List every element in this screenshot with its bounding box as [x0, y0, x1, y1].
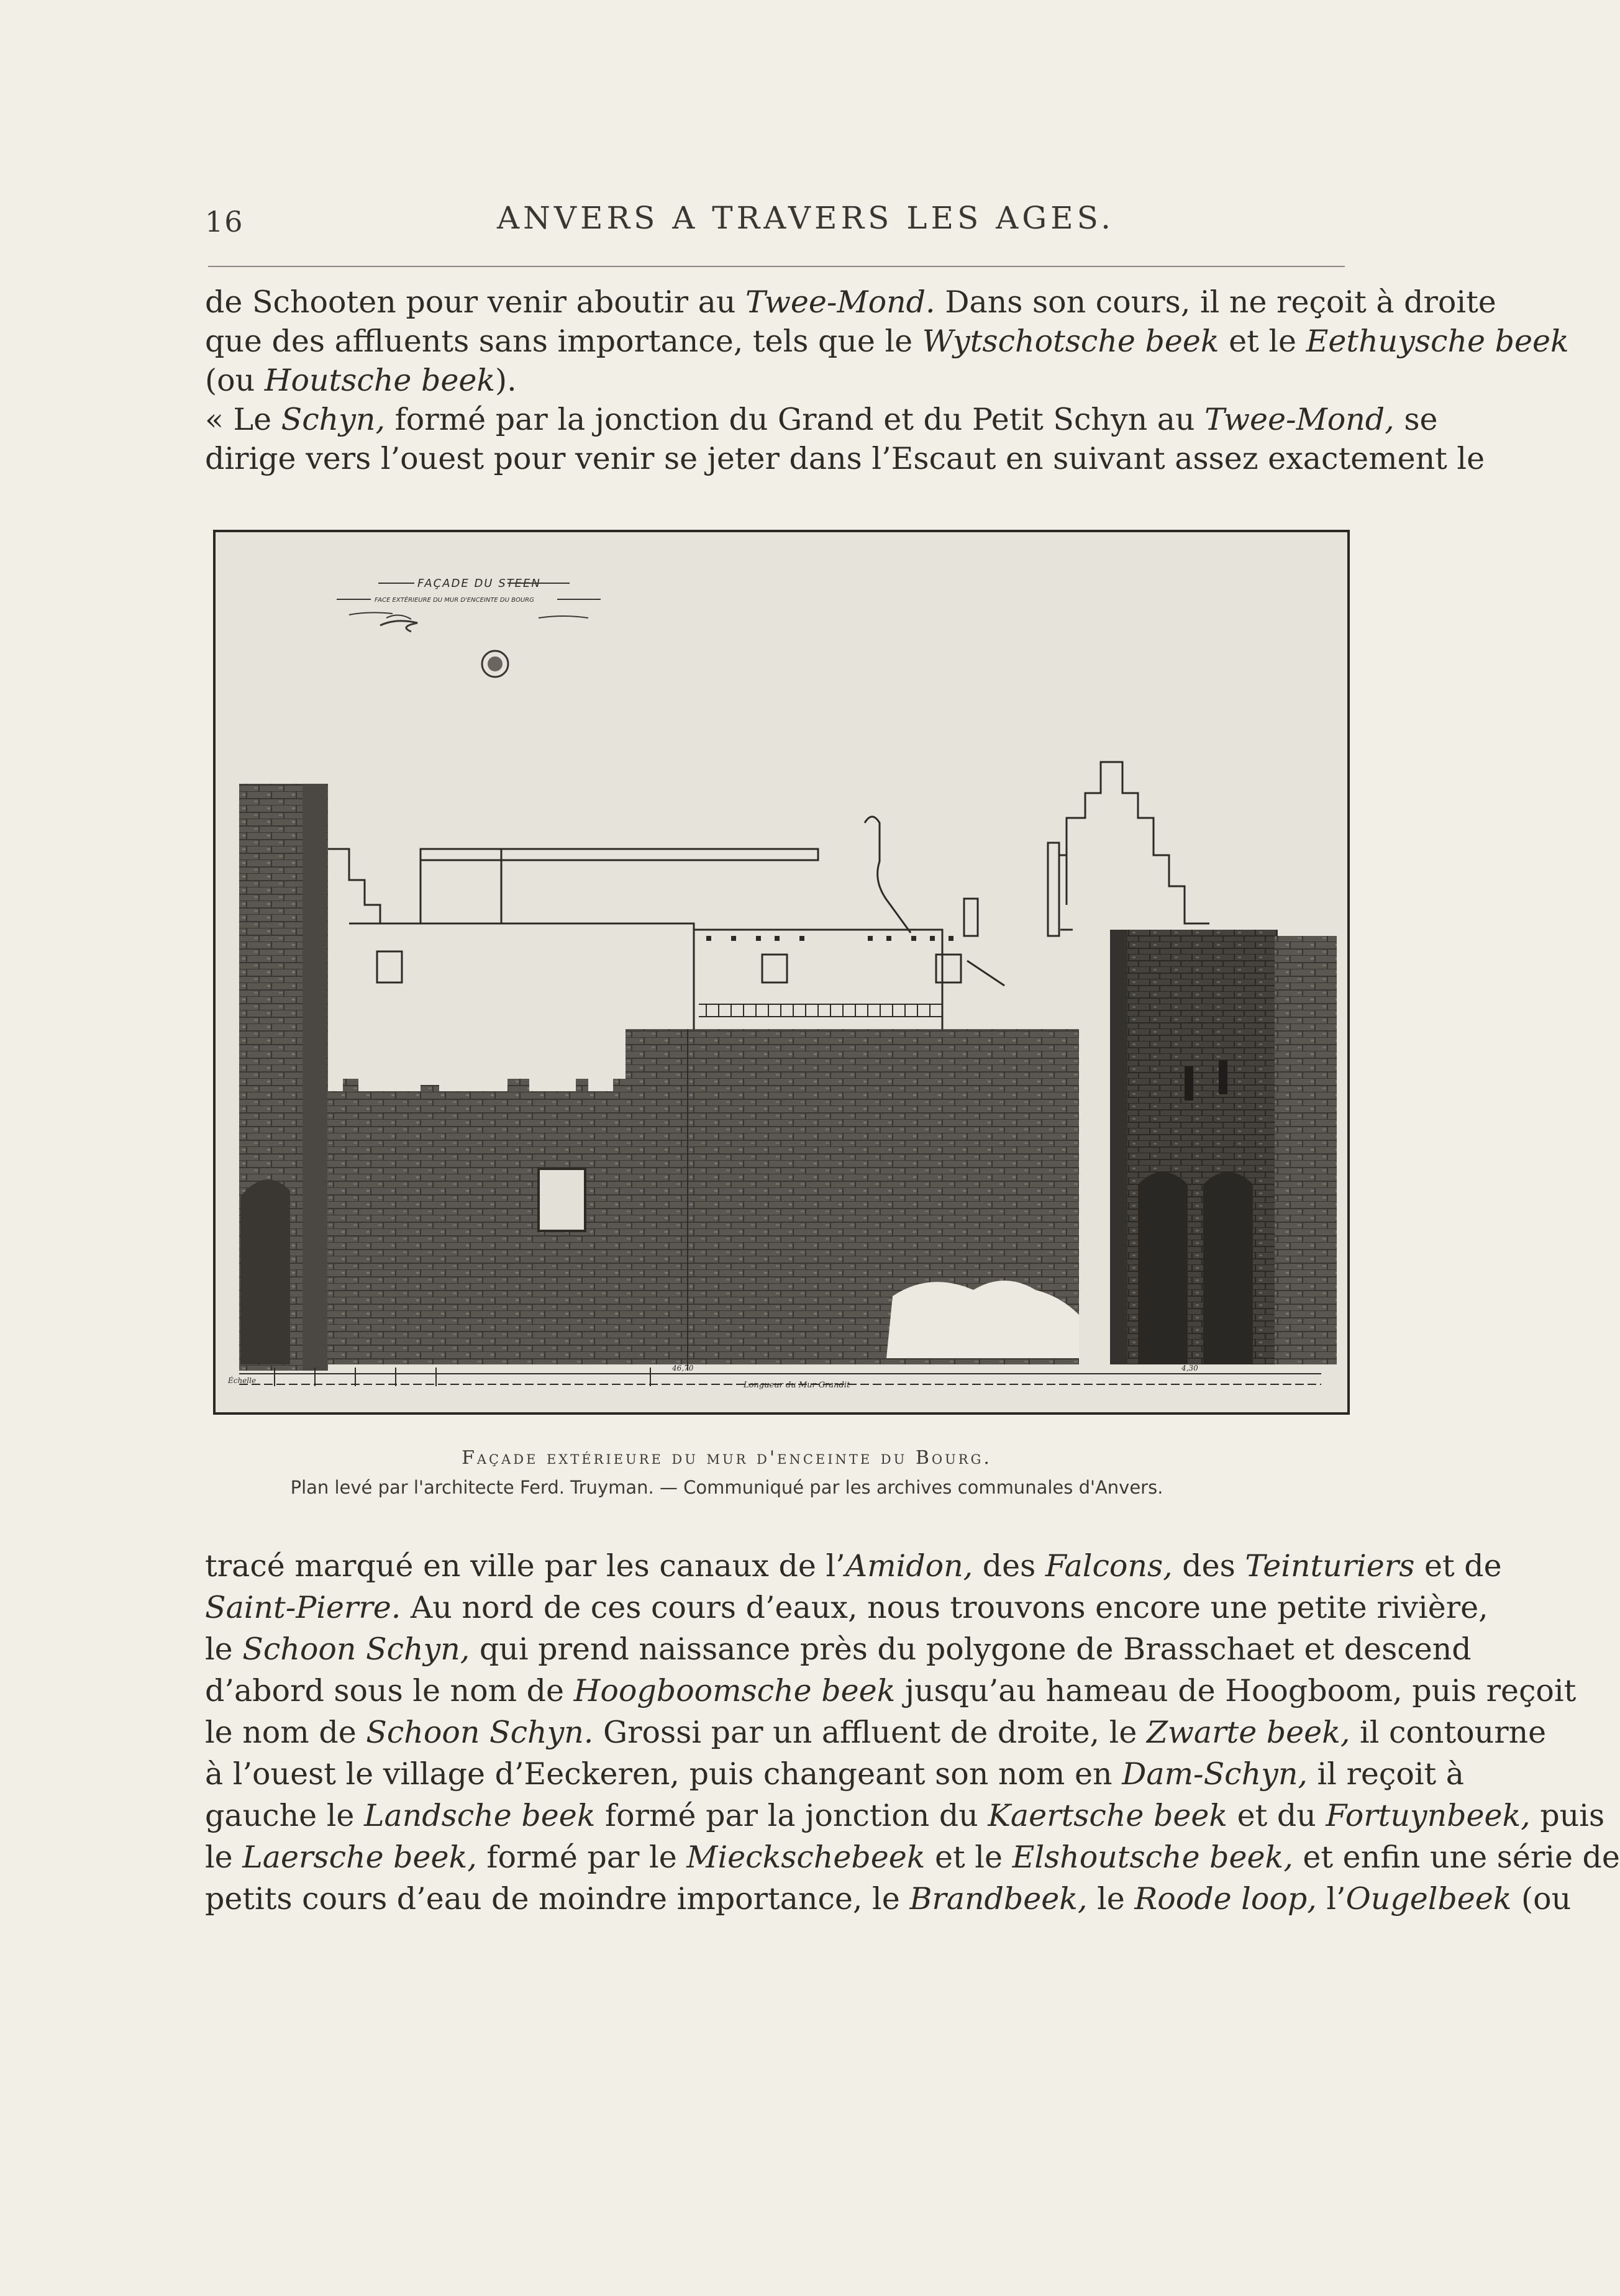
- text-run: d’abord sous le nom de: [205, 1673, 574, 1708]
- text-line: [205, 1628, 1472, 1670]
- figure-facade-drawing: [213, 530, 1350, 1415]
- text-line: [205, 1753, 1464, 1795]
- text-run: Brandbeek,: [909, 1881, 1088, 1917]
- text-line: [205, 1878, 1572, 1920]
- text-run: Twee-Mond.: [745, 284, 935, 320]
- text-run: Schoon Schyn.: [366, 1715, 594, 1750]
- text-run: le: [205, 1631, 243, 1667]
- text-run: formé par la jonction du: [595, 1798, 988, 1833]
- scale-mark-1: 46,70: [672, 1364, 694, 1373]
- figure-caption-credit: Plan levé par l'architecte Ferd. Truyman. — Communiqué par les archives communales d'Anvers.: [290, 1477, 1163, 1498]
- running-title: ANVERS A TRAVERS LES AGES.: [497, 200, 1115, 236]
- text-run: l’: [1316, 1881, 1346, 1917]
- text-run: Schyn,: [281, 402, 386, 437]
- text-run: Elshoutsche beek,: [1012, 1840, 1293, 1875]
- text-run: qui prend naissance près du polygone de Brasschaet et descend: [470, 1631, 1472, 1667]
- text-run: Laersche beek,: [242, 1840, 477, 1875]
- text-run: (ou: [205, 363, 265, 398]
- text-run: Ougelbeek: [1345, 1881, 1512, 1917]
- text-line: [205, 1545, 1502, 1587]
- text-run: Teinturiers: [1245, 1548, 1415, 1584]
- text-run: Landsche beek: [363, 1798, 596, 1833]
- text-run: dirige vers l’ouest pour venir se jeter dans l’Escaut en suivant assez exactement le: [205, 441, 1485, 476]
- text-run: et de: [1414, 1548, 1502, 1584]
- text-run: des: [973, 1548, 1045, 1584]
- facade-drawing: [216, 532, 1347, 1412]
- text-run: à l’ouest le village d’Eeckeren, puis changeant son nom en: [205, 1756, 1122, 1792]
- text-run: Kaertsche beek: [988, 1798, 1228, 1833]
- text-run: ).: [495, 363, 517, 398]
- text-run: (ou: [1511, 1881, 1572, 1917]
- drawing-title: FAÇADE DU STEEN: [417, 577, 541, 590]
- text-run: Wytschotsche beek: [922, 324, 1219, 359]
- text-run: le: [205, 1840, 243, 1875]
- drawing-subtitle: FACE EXTÉRIEURE DU MUR D'ENCEINTE DU BOURG: [375, 597, 534, 604]
- scale-label: Longueur du Mur Grandit: [744, 1381, 850, 1390]
- text-run: Fortuynbeek,: [1326, 1798, 1531, 1833]
- text-line: [205, 361, 1348, 400]
- text-line: [205, 1712, 1547, 1753]
- text-run: puis: [1530, 1798, 1605, 1833]
- text-run: se: [1394, 402, 1438, 437]
- text-run: gauche le: [205, 1798, 364, 1833]
- text-run: Au nord de ces cours d’eaux, nous trouvons encore une petite rivière,: [401, 1590, 1488, 1625]
- text-run: Twee-Mond,: [1204, 402, 1395, 437]
- text-run: et le: [1219, 324, 1306, 359]
- text-run: Eethuysche beek: [1306, 324, 1569, 359]
- text-run: Houtsche beek: [264, 363, 496, 398]
- text-line: [205, 400, 1438, 439]
- top-paragraph: [205, 283, 1569, 478]
- text-run: Dans son cours, il ne reçoit à droite: [935, 284, 1496, 320]
- text-run: Falcons,: [1045, 1548, 1173, 1584]
- text-run: et enfin une série de: [1293, 1840, 1620, 1875]
- text-run: il reçoit à: [1307, 1756, 1464, 1792]
- text-run: Saint-Pierre.: [205, 1590, 401, 1625]
- text-run: « Le: [205, 402, 281, 437]
- text-line: [205, 1836, 1620, 1878]
- text-run: que des affluents sans importance, tels que le: [205, 324, 922, 359]
- text-run: et du: [1227, 1798, 1326, 1833]
- bottom-paragraph: [205, 1545, 1620, 1920]
- text-run: et le: [925, 1840, 1012, 1875]
- text-line: [205, 1795, 1605, 1836]
- text-run: tracé marqué en ville par les canaux de l’: [205, 1548, 845, 1584]
- page-number: 16: [205, 205, 244, 238]
- text-run: Zwarte beek,: [1146, 1715, 1350, 1750]
- text-run: petits cours d’eau de moindre importance, le: [205, 1881, 910, 1917]
- text-run: Dam-Schyn,: [1122, 1756, 1308, 1792]
- text-run: le: [1087, 1881, 1135, 1917]
- text-run: Mieckschebeek: [686, 1840, 926, 1875]
- text-line: [205, 322, 1569, 361]
- text-run: jusqu’au hameau de Hoogboom, puis reçoit: [895, 1673, 1577, 1708]
- text-run: Grossi par un affluent de droite, le: [593, 1715, 1147, 1750]
- text-run: Amidon,: [845, 1548, 973, 1584]
- scale-left-label: Échelle: [228, 1376, 257, 1385]
- text-line: [205, 283, 1496, 322]
- text-line: [205, 1670, 1577, 1712]
- text-run: de Schooten pour venir aboutir au: [205, 284, 746, 320]
- scale-mark-2: 4,30: [1181, 1364, 1198, 1373]
- text-run: le nom de: [205, 1715, 366, 1750]
- text-run: formé par le: [476, 1840, 687, 1875]
- header-rule: [208, 266, 1345, 267]
- text-run: Schoon Schyn,: [242, 1631, 470, 1667]
- text-run: des: [1172, 1548, 1245, 1584]
- text-line: [205, 439, 1485, 478]
- text-run: il contourne: [1350, 1715, 1547, 1750]
- text-run: Hoogboomsche beek: [573, 1673, 896, 1708]
- figure-caption-title: Façade extérieure du mur d'enceinte du Bourg.: [462, 1447, 992, 1469]
- text-line: [205, 1587, 1488, 1628]
- text-run: formé par la jonction du Grand et du Petit Schyn au: [385, 402, 1205, 437]
- text-run: Roode loop,: [1134, 1881, 1317, 1917]
